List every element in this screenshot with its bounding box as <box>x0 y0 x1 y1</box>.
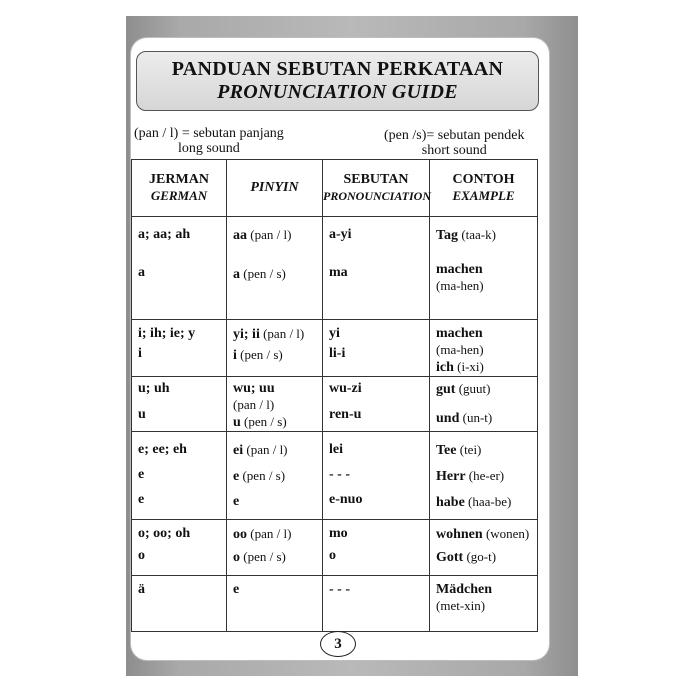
table-row <box>132 576 538 632</box>
cell-german <box>132 320 227 377</box>
pinyin-note: (pan / l) <box>233 397 275 412</box>
title-english: PRONUNCIATION GUIDE <box>217 81 458 103</box>
sebutan-value: wu-zi <box>329 381 362 396</box>
contoh-note: (guut) <box>455 381 491 396</box>
pinyin-note: (pen / s) <box>239 468 286 483</box>
pinyin-entry <box>233 227 322 244</box>
cell-pinyin <box>227 217 323 320</box>
pinyin-note: (pen / s) <box>240 414 287 429</box>
pinyin-note: (pan / l) <box>247 227 292 242</box>
contoh-entry <box>436 381 537 398</box>
contoh-note: (met-xin) <box>436 598 486 613</box>
pinyin-entry <box>233 326 322 343</box>
contoh-note: (tei) <box>456 442 482 457</box>
pinyin-entry <box>233 526 322 543</box>
german-value: o <box>138 548 145 563</box>
pinyin-entry <box>233 468 322 485</box>
cell-contoh <box>430 576 538 632</box>
pronunciation-table <box>131 159 538 632</box>
contoh-note: (ma-hen) <box>436 278 484 293</box>
title-malay: PANDUAN SEBUTAN PERKATAAN <box>171 58 504 80</box>
cell-sebutan <box>323 217 430 320</box>
contoh-term: Gott <box>436 550 464 565</box>
cell-sebutan <box>323 520 430 576</box>
pinyin-term: e <box>233 582 240 597</box>
contoh-note: (wonen) <box>482 526 530 541</box>
pinyin-entry <box>233 414 322 431</box>
contoh-term: ich <box>436 360 454 375</box>
german-value: e <box>138 492 145 507</box>
pinyin-entry <box>233 549 322 566</box>
legend-long-malay: (pan / l) = sebutan panjang <box>134 126 284 141</box>
header-sebutan-main: SEBUTAN <box>343 172 409 187</box>
legend-long-english: long sound <box>177 141 240 156</box>
pinyin-term: u <box>233 415 241 430</box>
pinyin-entry <box>233 397 322 414</box>
title-box <box>136 51 539 111</box>
german-value: a; aa; ah <box>138 227 191 242</box>
header-sebutan-sub: PRONOUNCIATION <box>323 189 432 203</box>
contoh-entry <box>436 549 537 566</box>
contoh-entry <box>436 442 537 459</box>
header-pinyin-main: PINYIN <box>250 180 299 195</box>
cell-sebutan <box>323 320 430 377</box>
contoh-note: (un-t) <box>459 410 493 425</box>
contoh-entry <box>436 227 537 244</box>
contoh-note: (haa-be) <box>464 494 512 509</box>
sebutan-value: ren-u <box>329 407 362 422</box>
sebutan-value: lei <box>329 442 343 457</box>
contoh-note: (he-er) <box>465 468 505 483</box>
table-header-row <box>132 160 538 217</box>
table-row <box>132 217 538 320</box>
header-german-main: JERMAN <box>149 172 209 187</box>
pinyin-term: ei <box>233 443 244 458</box>
contoh-term: wohnen <box>436 527 483 542</box>
pinyin-term: aa <box>233 228 247 243</box>
sebutan-value: a-yi <box>329 227 352 242</box>
header-contoh-sub: EXAMPLE <box>452 188 515 203</box>
contoh-term: machen <box>436 326 483 341</box>
contoh-term: Tag <box>436 228 459 243</box>
sebutan-value: mo <box>329 526 348 541</box>
cell-contoh <box>430 320 538 377</box>
pinyin-term: a <box>233 267 240 282</box>
cell-pinyin <box>227 320 323 377</box>
header-contoh-main: CONTOH <box>452 172 515 187</box>
cell-contoh <box>430 217 538 320</box>
contoh-term: machen <box>436 262 483 277</box>
pinyin-term: i <box>233 348 237 363</box>
pinyin-term: e <box>233 494 240 509</box>
contoh-entry <box>436 326 537 342</box>
pinyin-entry <box>233 266 322 283</box>
pinyin-term: oo <box>233 527 247 542</box>
sebutan-value: li-i <box>329 346 346 361</box>
pinyin-entry <box>233 494 322 510</box>
sebutan-value: - - - <box>329 467 350 482</box>
pinyin-entry <box>233 381 322 397</box>
legend-short-malay: (pen /s)= sebutan pendek <box>384 128 525 143</box>
contoh-note: (i-xi) <box>453 359 484 374</box>
pinyin-term: wu; uu <box>233 381 275 396</box>
cell-pinyin <box>227 576 323 632</box>
table-row <box>132 432 538 520</box>
contoh-entry <box>436 468 537 485</box>
contoh-note: (taa-k) <box>458 227 496 242</box>
cell-german <box>132 432 227 520</box>
cell-contoh <box>430 520 538 576</box>
contoh-term: habe <box>436 495 465 510</box>
header-sebutan <box>323 160 430 217</box>
german-value: e <box>138 467 145 482</box>
legend-long-sound <box>134 126 284 156</box>
table-row <box>132 377 538 432</box>
cell-german <box>132 377 227 432</box>
contoh-entry <box>436 359 537 376</box>
table-row <box>132 320 538 377</box>
contoh-term: Tee <box>436 443 457 458</box>
contoh-entry <box>436 598 537 615</box>
pinyin-note: (pan / l) <box>259 326 305 341</box>
contoh-entry <box>436 278 537 295</box>
pinyin-entry <box>233 442 322 459</box>
contoh-note: (ma-hen) <box>436 342 484 357</box>
contoh-entry <box>436 262 537 278</box>
cell-german <box>132 576 227 632</box>
sebutan-value: o <box>329 548 336 563</box>
pinyin-term: o <box>233 550 240 565</box>
table-row <box>132 520 538 576</box>
cell-contoh <box>430 377 538 432</box>
contoh-term: Mädchen <box>436 582 492 597</box>
sebutan-value: e-nuo <box>329 492 363 507</box>
header-german-sub: GERMAN <box>150 188 208 203</box>
contoh-term: gut <box>436 382 456 397</box>
pinyin-entry <box>233 582 322 598</box>
cell-pinyin <box>227 377 323 432</box>
pinyin-note: (pen / s) <box>236 347 283 362</box>
german-value: u <box>138 407 146 422</box>
german-value: o; oo; oh <box>138 526 191 541</box>
german-value: ä <box>138 582 145 597</box>
cell-sebutan <box>323 377 430 432</box>
cell-german <box>132 520 227 576</box>
contoh-entry <box>436 494 537 511</box>
contoh-entry <box>436 582 537 598</box>
pinyin-note: (pen / s) <box>240 549 286 564</box>
contoh-entry <box>436 526 537 543</box>
cell-pinyin <box>227 432 323 520</box>
german-value: i <box>138 346 142 361</box>
legend-short-english: short sound <box>421 143 487 158</box>
pinyin-entry <box>233 347 322 364</box>
contoh-entry <box>436 342 537 359</box>
german-value: e; ee; eh <box>138 442 187 457</box>
contoh-note: (go-t) <box>463 549 497 564</box>
cell-german <box>132 217 227 320</box>
cell-contoh <box>430 432 538 520</box>
sebutan-value: yi <box>329 326 340 341</box>
german-value: a <box>138 265 145 280</box>
legend-short-sound <box>384 128 524 158</box>
header-contoh <box>430 160 538 217</box>
contoh-entry <box>436 410 537 427</box>
contoh-term: und <box>436 411 460 426</box>
sebutan-value: ma <box>329 265 348 280</box>
pinyin-term: yi; ii <box>233 327 260 342</box>
pinyin-term: e <box>233 469 240 484</box>
cell-sebutan <box>323 576 430 632</box>
cell-pinyin <box>227 520 323 576</box>
header-german <box>132 160 227 217</box>
contoh-term: Herr <box>436 469 466 484</box>
cell-sebutan <box>323 432 430 520</box>
header-pinyin <box>227 160 323 217</box>
sebutan-value: - - - <box>329 582 350 597</box>
pinyin-note: (pan / l) <box>243 442 288 457</box>
pinyin-note: (pen / s) <box>240 266 286 281</box>
german-value: u; uh <box>138 381 170 396</box>
page-number: 3 <box>320 631 356 657</box>
pinyin-note: (pan / l) <box>247 526 292 541</box>
german-value: i; ih; ie; y <box>138 326 196 341</box>
